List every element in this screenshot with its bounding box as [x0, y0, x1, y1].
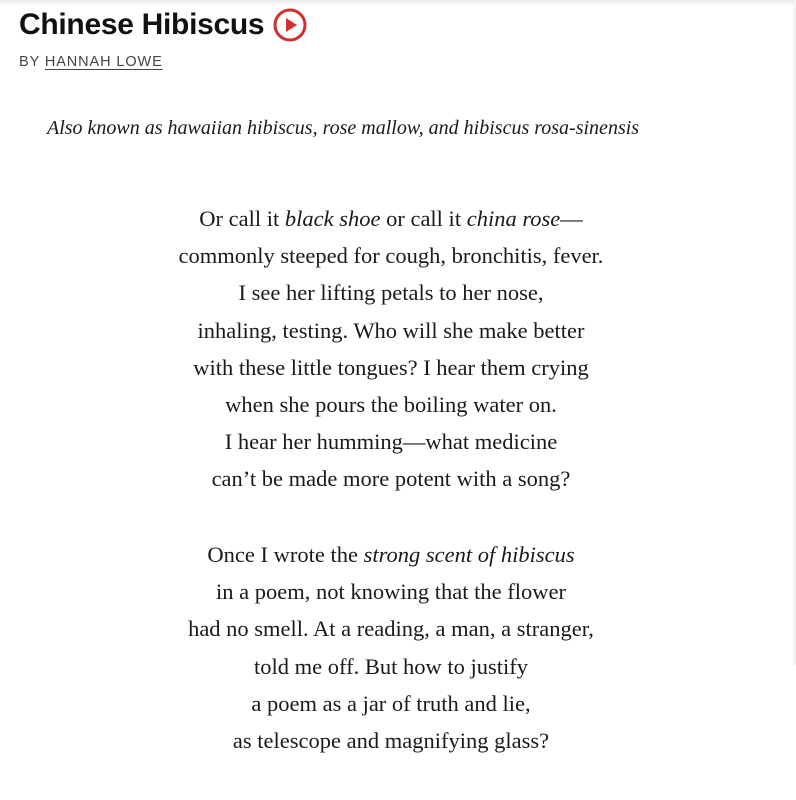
poem-line: I hear her humming—what medicine: [224, 429, 558, 455]
poem-line-italic: china rose: [466, 206, 561, 231]
poem-line: with these little tongues? I hear them crying: [193, 354, 589, 380]
poem-line-text: Or call it: [199, 206, 285, 231]
poem-line-text: Once I wrote the: [207, 542, 364, 567]
play-circle-icon: [273, 8, 307, 42]
poem-line: can’t be made more potent with a song?: [211, 466, 571, 492]
poem-line: commonly steeped for cough, bronchitis, fever.: [178, 243, 604, 269]
poem-line: when she pours the boiling water on.: [225, 392, 557, 418]
poem-title: Chinese Hibiscus: [19, 8, 265, 41]
poem-line-text: —: [560, 206, 583, 231]
poem-line: a poem as a jar of truth and lie,: [251, 690, 531, 716]
epigraph: Also known as hawaiian hibiscus, rose mallow, and hibiscus rosa-sinensis: [47, 117, 640, 139]
poem-line: I see her lifting petals to her nose,: [238, 280, 544, 306]
poem-line: [0, 200, 789, 237]
poem-line: [0, 536, 789, 573]
poem-line-text: or call it: [380, 206, 467, 231]
poem-line: told me off. But how to justify: [254, 653, 528, 679]
author-link[interactable]: HANNAH LOWE: [44, 54, 163, 70]
title-row: [19, 4, 307, 46]
play-audio-button[interactable]: [273, 8, 307, 42]
poem-line: in a poem, not knowing that the flower: [216, 579, 566, 605]
poem-line: had no smell. At a reading, a man, a stranger,: [188, 616, 594, 642]
poem-line-italic: black shoe: [284, 206, 381, 231]
poem-header: [0, 0, 796, 90]
poem-stanza-2: [0, 536, 789, 759]
poem-line: as telescope and magnifying glass?: [232, 728, 550, 754]
poem-line: inhaling, testing. Who will she make better: [197, 317, 585, 343]
byline-label: BY: [19, 54, 40, 70]
byline: [19, 54, 163, 70]
poem-line-italic: strong scent of hibiscus: [363, 542, 575, 567]
poem-stanza-1: [0, 200, 789, 498]
